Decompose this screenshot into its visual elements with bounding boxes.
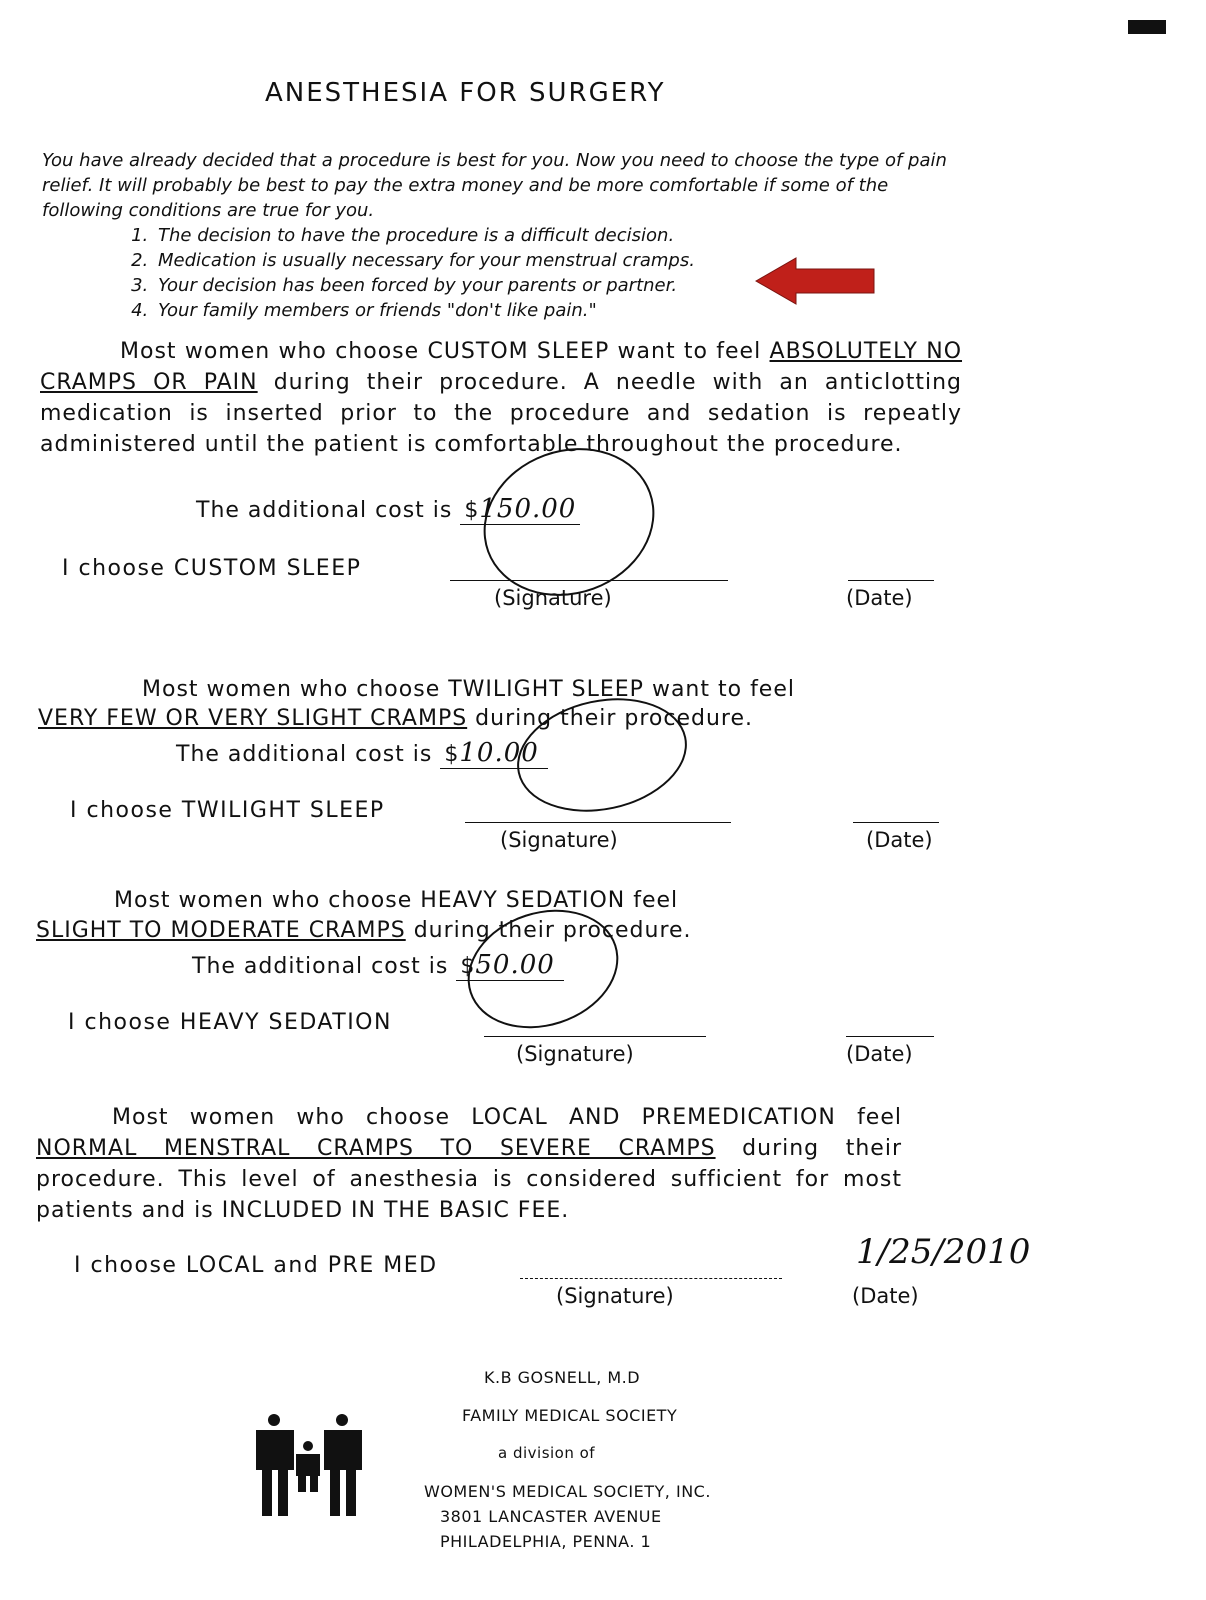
date-caption: (Date) <box>846 586 913 610</box>
signature-caption: (Signature) <box>516 1042 634 1066</box>
society-name: FAMILY MEDICAL SOCIETY <box>462 1406 678 1425</box>
signature-line[interactable] <box>520 1278 782 1279</box>
date-line[interactable] <box>848 580 934 581</box>
local-section <box>36 1102 902 1226</box>
signature-line[interactable] <box>465 822 731 823</box>
twilight-choose: I choose TWILIGHT SLEEP <box>70 798 385 823</box>
local-rest: during their procedure. This level of anesthesia is considered sufficient for most patients and is INCLUDED IN THE BASIC FEE. <box>36 1136 902 1223</box>
scan-mark <box>1128 20 1166 34</box>
cost-amount: $10.00 <box>440 738 548 769</box>
list-item: 3. Your decision has been forced by your parents or partner. <box>154 273 962 298</box>
date-caption: (Date) <box>866 828 933 852</box>
twilight-lead: Most women who choose TWILIGHT SLEEP want to feel <box>142 677 795 702</box>
signature-caption: (Signature) <box>494 586 612 610</box>
page-title: ANESTHESIA FOR SURGERY <box>265 78 666 108</box>
heavy-lead: Most women who choose HEAVY SEDATION feel <box>114 888 679 913</box>
cost-label: The additional cost is <box>176 742 433 767</box>
custom-sleep-section <box>40 336 962 460</box>
custom-lead: Most women who choose CUSTOM SLEEP want to feel <box>120 339 762 364</box>
heavy-choose: I choose HEAVY SEDATION <box>68 1010 392 1035</box>
local-lead: Most women who choose LOCAL AND PREMEDICATION feel <box>112 1105 902 1130</box>
list-item: 2. Medication is usually necessary for your menstrual cramps. <box>154 248 962 273</box>
cost-label: The additional cost is <box>192 954 449 979</box>
cost-amount: $50.00 <box>456 950 564 981</box>
custom-emphasis: ABSOLUTELY NO CRAMPS OR PAIN <box>40 339 963 395</box>
date-line[interactable] <box>846 1036 934 1037</box>
date-line[interactable] <box>853 822 939 823</box>
family-logo-icon <box>250 1412 368 1522</box>
heavy-emphasis: SLIGHT TO MODERATE CRAMPS <box>36 918 406 943</box>
twilight-rest: during their procedure. <box>467 706 754 731</box>
address-line: 3801 LANCASTER AVENUE <box>440 1507 662 1526</box>
handwritten-circle <box>452 891 634 1047</box>
signature-line[interactable] <box>484 1036 706 1037</box>
cost-amount: $150.00 <box>460 494 580 525</box>
local-choose: I choose LOCAL and PRE MED <box>74 1253 438 1278</box>
division-text: a division of <box>498 1444 596 1462</box>
date-caption: (Date) <box>846 1042 913 1066</box>
red-arrow-icon <box>756 256 876 306</box>
local-emphasis: NORMAL MENSTRAL CRAMPS TO SEVERE CRAMPS <box>36 1136 716 1161</box>
signature-caption: (Signature) <box>556 1284 674 1308</box>
signature-caption: (Signature) <box>500 828 618 852</box>
city-line: PHILADELPHIA, PENNA. 1 <box>440 1532 652 1551</box>
org-name: WOMEN'S MEDICAL SOCIETY, INC. <box>424 1482 711 1501</box>
twilight-emphasis: VERY FEW OR VERY SLIGHT CRAMPS <box>38 706 468 731</box>
date-caption: (Date) <box>852 1284 919 1308</box>
list-item: 4. Your family members or friends "don't like pain." <box>154 298 962 323</box>
heavy-rest: during their procedure. <box>405 918 692 943</box>
list-item: 1. The decision to have the procedure is a difficult decision. <box>154 223 962 248</box>
twilight-cost <box>176 738 548 769</box>
handwritten-date: 1/25/2010 <box>856 1232 1031 1272</box>
doctor-name: K.B GOSNELL, M.D <box>484 1368 641 1387</box>
signature-line[interactable] <box>450 580 728 581</box>
intro-text: You have already decided that a procedure is best for you. Now you need to choose the type of pain relief. It will probably be best to pay the extra money and be more comfortable if some of the following conditions are true for you. <box>42 150 947 221</box>
cost-label: The additional cost is <box>196 498 453 523</box>
handwritten-circle <box>506 683 697 826</box>
custom-choose: I choose CUSTOM SLEEP <box>62 556 362 581</box>
custom-rest: during their procedure. A needle with an anticlotting medication is inserted prior to the procedure and sedation is repeatly administered until the patient is comfortable throughout the procedure. <box>40 370 962 457</box>
